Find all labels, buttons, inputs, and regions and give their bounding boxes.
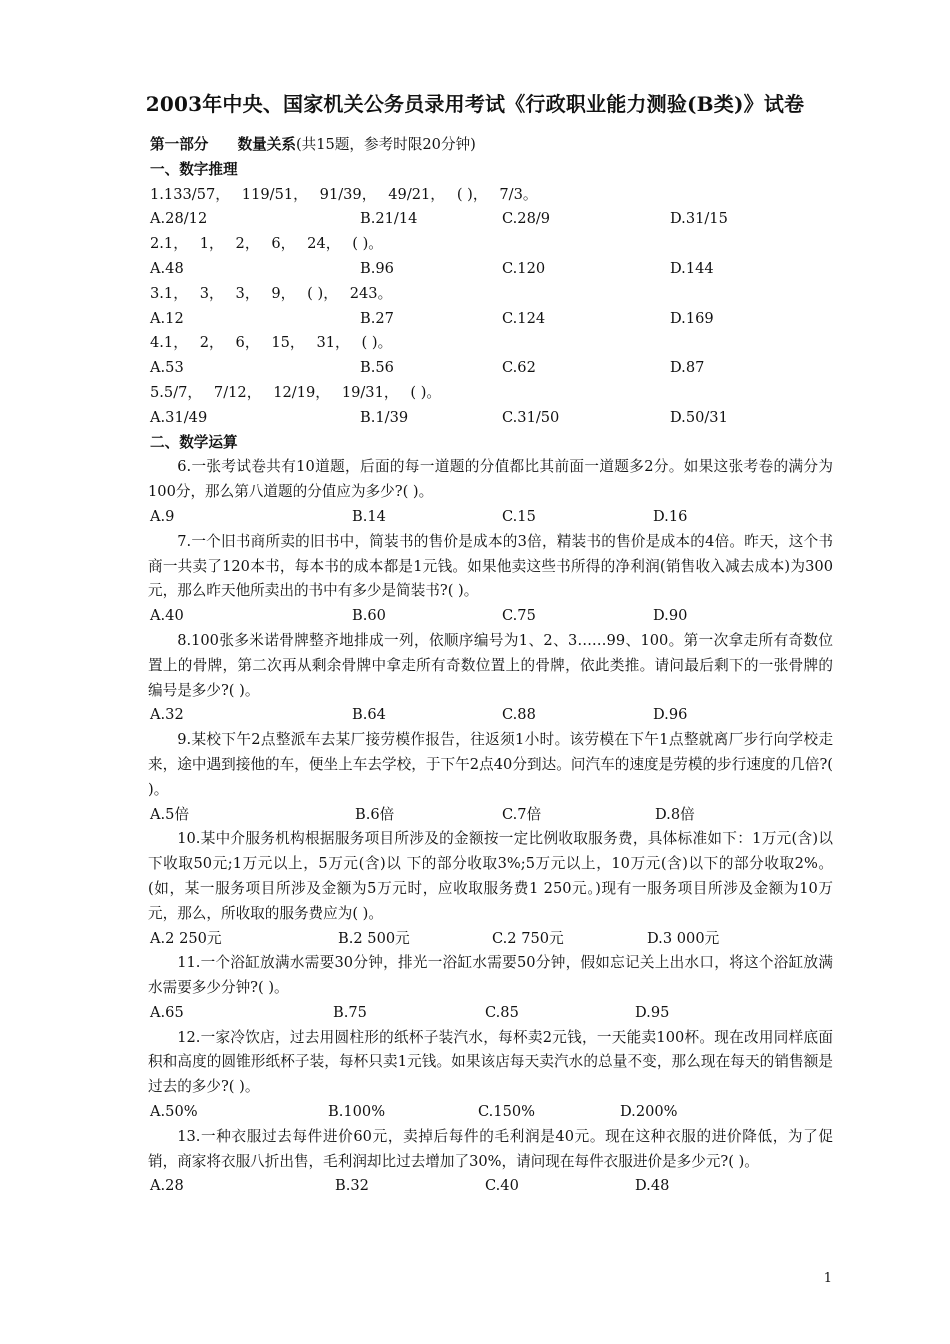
option-a: A.32 [150, 706, 184, 724]
question-6-text: 6.一张考试卷共有10道题，后面的每一道题的分值都比其前面一道题多2分。如果这张考卷的满分为100分，那么第八道题的分值应为多少?( )。 [148, 458, 833, 501]
option-d: D.48 [635, 1177, 670, 1195]
question-11-stem [148, 951, 833, 1001]
option-d: D.87 [670, 359, 705, 377]
option-a: A.31/49 [150, 408, 208, 426]
option-d: D.200% [620, 1103, 678, 1121]
option-d: D.96 [653, 706, 688, 724]
question-7-options [150, 604, 840, 629]
option-b: B.60 [352, 607, 386, 625]
section-heading-arithmetic: 二、数学运算 [150, 433, 238, 451]
option-a: A.9 [150, 507, 175, 525]
option-d: D.16 [653, 507, 688, 525]
option-a: A.12 [150, 309, 184, 327]
option-d: D.8倍 [655, 805, 695, 823]
option-c: C.2 750元 [492, 929, 564, 947]
option-b: B.96 [360, 259, 394, 277]
option-a: A.65 [150, 1003, 184, 1021]
question-2-stem: 2.1， 1， 2， 6， 24， ( )。 [150, 235, 383, 253]
question-13-text: 13.一种衣服过去每件进价60元，卖掉后每件的毛利润是40元。现在这种衣服的进价降低，为了促销，商家将衣服八折出售，毛利润却比过去增加了30%，请问现在每件衣服进价是多少元?( )。 [148, 1127, 833, 1170]
question-9-options [150, 803, 840, 828]
question-9-stem [148, 728, 833, 802]
question-5-stem: 5.5/7， 7/12， 12/19， 19/31， ( )。 [150, 383, 442, 401]
question-6-stem [148, 455, 833, 505]
document-title: 2003年中央、国家机关公务员录用考试《行政职业能力测验(B类)》试卷 [145, 92, 805, 116]
option-b: B.6倍 [355, 805, 395, 823]
option-a: A.5倍 [150, 805, 190, 823]
option-b: B.64 [352, 706, 386, 724]
option-d: D.50/31 [670, 408, 728, 426]
option-d: D.31/15 [670, 210, 728, 228]
option-b: B.27 [360, 309, 394, 327]
option-b: B.2 500元 [338, 929, 410, 947]
option-c: C.120 [502, 259, 546, 277]
option-c: C.7倍 [502, 805, 542, 823]
option-c: C.150% [478, 1103, 536, 1121]
page-number: 1 [823, 1271, 832, 1286]
option-d: D.169 [670, 309, 714, 327]
option-c: C.85 [485, 1003, 519, 1021]
question-10-stem [148, 827, 833, 926]
question-13-stem [148, 1125, 833, 1175]
part-label: 第一部分 数量关系 [150, 136, 296, 153]
question-8-options [150, 703, 840, 728]
question-3-options [150, 307, 840, 332]
option-b: B.75 [333, 1003, 367, 1021]
option-a: A.53 [150, 359, 184, 377]
question-1-options [150, 207, 840, 232]
question-13-options [150, 1174, 840, 1199]
option-b: B.56 [360, 359, 394, 377]
question-1-stem: 1.133/57， 119/51， 91/39， 49/21， ( )， 7/3。 [150, 185, 538, 203]
question-7-stem [148, 530, 833, 604]
question-5-options [150, 406, 840, 431]
question-8-text: 8.100张多米诺骨牌整齐地排成一列，依顺序编号为1、2、3……99、100。第一次拿走所有奇数位置上的骨牌，第二次再从剩余骨牌中拿走所有奇数位置上的骨牌，依此类推。请问最后剩下的一张骨牌的编号是多少?( )。 [148, 631, 833, 699]
question-10-options [150, 927, 840, 952]
section-heading-number-series: 一、数字推理 [150, 160, 238, 178]
option-d: D.3 000元 [647, 929, 720, 947]
option-c: C.15 [502, 507, 536, 525]
option-a: A.2 250元 [150, 929, 222, 947]
question-12-text: 12.一家冷饮店，过去用圆柱形的纸杯子装汽水，每杯卖2元钱，一天能卖100杯。现在改用同样底面积和高度的圆锥形纸杯子装，每杯只卖1元钱。如果该店每天卖汽水的总量不变，那么现在每天的销售额是过去的多少?( )。 [148, 1028, 833, 1096]
option-d: D.144 [670, 259, 714, 277]
option-c: C.88 [502, 706, 536, 724]
option-a: A.28 [150, 1177, 184, 1195]
part-heading [150, 133, 840, 158]
question-11-options [150, 1001, 840, 1026]
question-10-text: 10.某中介服务机构根据服务项目所涉及的金额按一定比例收取服务费，具体标准如下：1万元(含)以下收取50元;1万元以上，5万元(含)以 下的部分收取3%;5万元以上，10万元(含)以下的部分收取2%。(如，某一服务项目所涉及金额为5万元时，应收取服务费1 250元。)现有一服务项目所涉及金额为10万元，那么，所收取的服务费应为( )。 [148, 830, 833, 922]
option-d: D.90 [653, 607, 688, 625]
option-c: C.124 [502, 309, 546, 327]
option-a: A.50% [150, 1103, 198, 1121]
document-body [150, 133, 840, 1199]
part-note: (共15题，参考时限20分钟) [295, 136, 476, 153]
question-12-stem [148, 1026, 833, 1100]
question-8-stem [148, 629, 833, 703]
question-4-options [150, 356, 840, 381]
option-b: B.1/39 [360, 408, 409, 426]
option-a: A.28/12 [150, 210, 208, 228]
question-6-options [150, 505, 840, 530]
question-11-text: 11.一个浴缸放满水需要30分钟，排光一浴缸水需要50分钟，假如忘记关上出水口，将这个浴缸放满水需要多少分钟?( )。 [148, 954, 833, 997]
option-c: C.75 [502, 607, 536, 625]
option-d: D.95 [635, 1003, 670, 1021]
option-b: B.21/14 [360, 210, 418, 228]
option-a: A.48 [150, 259, 184, 277]
option-b: B.32 [335, 1177, 369, 1195]
question-2-options [150, 257, 840, 282]
option-c: C.62 [502, 359, 536, 377]
option-a: A.40 [150, 607, 184, 625]
question-12-options [150, 1100, 840, 1125]
option-c: C.40 [485, 1177, 519, 1195]
option-b: B.14 [352, 507, 386, 525]
question-7-text: 7.一个旧书商所卖的旧书中，简装书的售价是成本的3倍，精装书的售价是成本的4倍。昨天，这个书商一共卖了120本书，每本书的成本都是1元钱。如果他卖这些书所得的净利润(销售收入减去成本)为300元，那么昨天他所卖出的书中有多少是简装书?( )。 [148, 532, 833, 600]
question-9-text: 9.某校下午2点整派车去某厂接劳模作报告，往返须1小时。该劳模在下午1点整就离厂步行向学校走来，途中遇到接他的车，便坐上车去学校，于下午2点40分到达。问汽车的速度是劳模的步行速度的几倍?( )。 [148, 731, 833, 798]
option-b: B.100% [328, 1103, 386, 1121]
question-4-stem: 4.1， 2， 6， 15， 31， ( )。 [150, 334, 393, 352]
option-c: C.31/50 [502, 408, 560, 426]
option-c: C.28/9 [502, 210, 551, 228]
question-3-stem: 3.1， 3， 3， 9， ( )， 243。 [150, 284, 393, 302]
